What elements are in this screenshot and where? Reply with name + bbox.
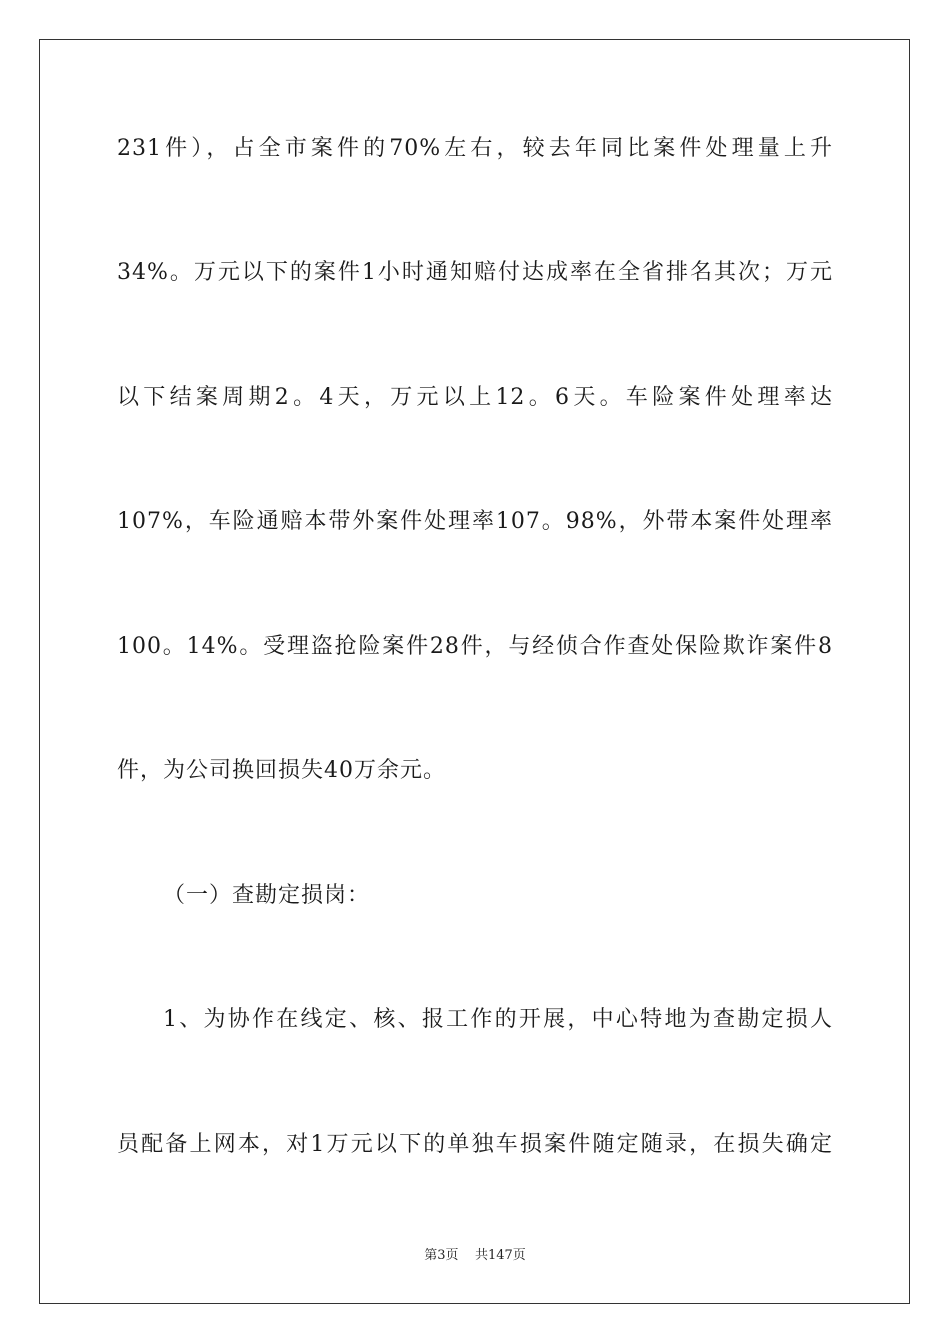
paragraph-line: 100。14%。受理盗抢险案件28件，与经侦合作查处保险欺诈案件8 [117, 634, 833, 659]
page-number-footer: 第3页 共147页 [424, 1248, 526, 1263]
paragraph-line: 员配备上网本，对1万元以下的单独车损案件随定随录，在损失确定 [117, 1132, 833, 1157]
page-border [39, 39, 910, 1304]
paragraph-line: 件，为公司换回损失40万余元。 [117, 758, 446, 783]
paragraph-line: 231件），占全市案件的70%左右，较去年同比案件处理量上升 [117, 136, 833, 161]
paragraph-line: 34%。万元以下的案件1小时通知赔付达成率在全省排名其次；万元 [117, 260, 833, 285]
paragraph-line: 107%，车险通赔本带外案件处理率107。98%，外带本案件处理率 [117, 509, 833, 534]
paragraph-line: 1、为协作在线定、核、报工作的开展，中心特地为查勘定损人 [163, 1007, 833, 1032]
section-heading: （一）查勘定损岗： [163, 883, 371, 908]
paragraph-line: 以下结案周期2。4天，万元以上12。6天。车险案件处理率达 [117, 385, 833, 410]
